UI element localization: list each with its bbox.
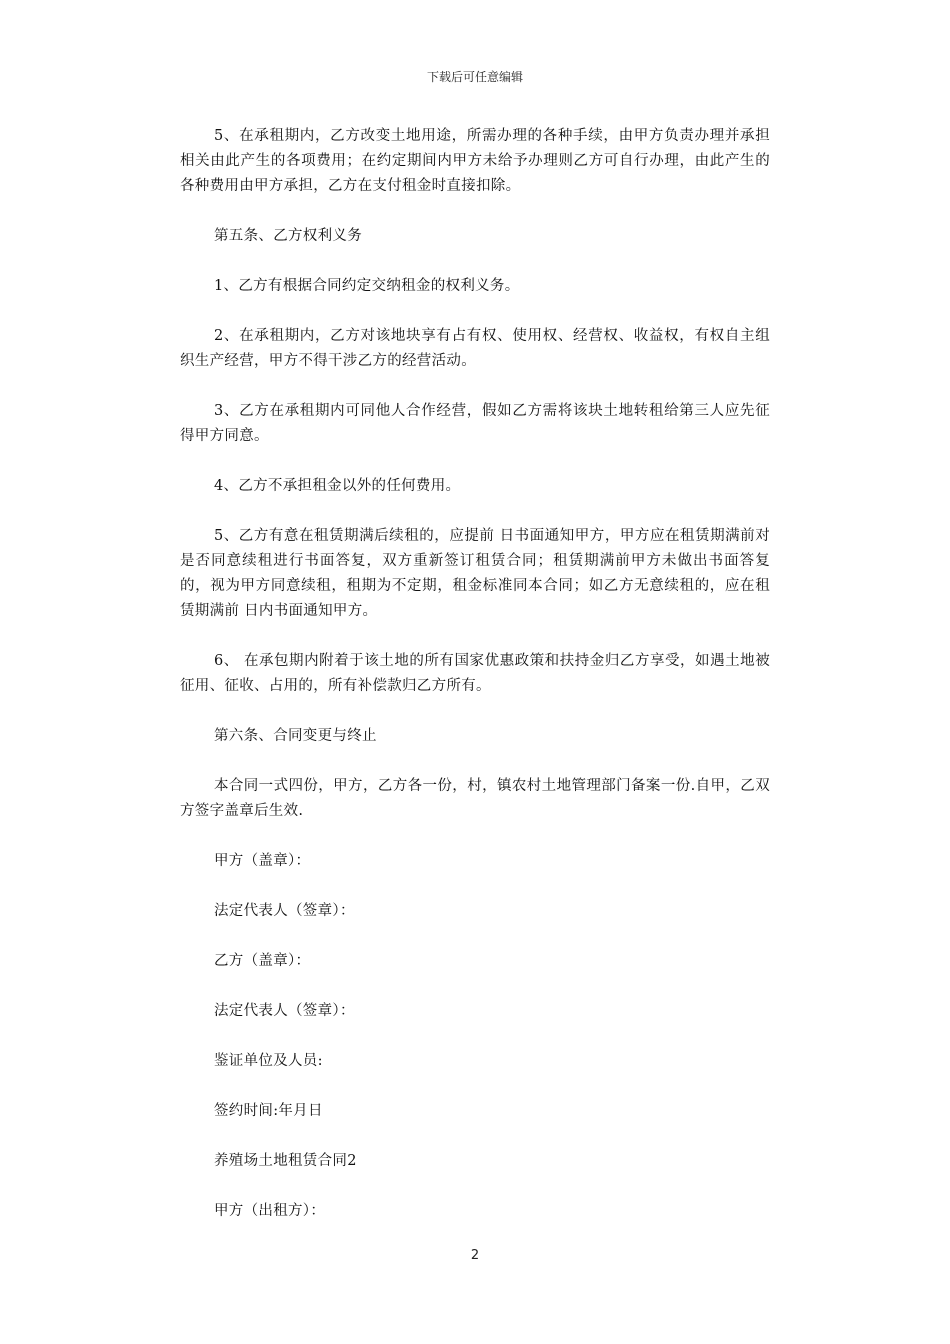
page-header: 下载后可任意编辑: [426, 70, 523, 84]
paragraph-item-1: 1、乙方有根据合同约定交纳租金的权利义务。: [214, 278, 520, 294]
page-number: 2: [470, 1248, 480, 1263]
signature-legal-rep-b: 法定代表人（签章）：: [214, 1003, 355, 1019]
paragraph-copies: 本合同一式四份，甲方，乙方各一份，村，镇农村土地管理部门备案一份.自甲，乙双方签字盖章后生效.: [180, 778, 770, 819]
signature-witness: 鉴证单位及人员:: [214, 1053, 323, 1069]
signature-legal-rep-a: 法定代表人（签章）：: [214, 903, 355, 919]
paragraph-item-5-renewal: 5、乙方有意在租赁期满后续租的，应提前 日书面通知甲方，甲方应在租赁期满前对是否同意续租进行书面答复，双方重新签订租赁合同；租赁期满前甲方未做出书面答复的，视为甲方同意续租，租期为不定期，租金标准同本合同；如乙方无意续租的，应在租赁期满前 日内书面通知甲方。: [180, 528, 770, 619]
section-heading-article-5: 第五条、乙方权利义务: [214, 228, 362, 244]
paragraph-item-3: 3、乙方在承租期内可同他人合作经营，假如乙方需将该块土地转租给第三人应先征得甲方同意。: [180, 403, 770, 444]
section-heading-article-6: 第六条、合同变更与终止: [214, 728, 377, 744]
signature-party-b-seal: 乙方（盖章）：: [214, 953, 311, 969]
signature-party-a-seal: 甲方（盖章）：: [214, 853, 311, 869]
paragraph-item-6-subsidy: 6、 在承包期内附着于该土地的所有国家优惠政策和扶持金归乙方享受，如遇土地被征用、征收、占用的，所有补偿款归乙方所有。: [180, 653, 770, 694]
contract-title-2: 养殖场土地租赁合同2: [214, 1153, 357, 1169]
paragraph-clause-5-land-use: 5、在承租期内，乙方改变土地用途，所需办理的各种手续，由甲方负责办理并承担相关由此产生的各项费用；在约定期间内甲方未给予办理则乙方可自行办理，由此产生的各种费用由甲方承担，乙方在支付租金时直接扣除。: [180, 128, 770, 194]
paragraph-item-2: 2、在承租期内，乙方对该地块享有占有权、使用权、经营权、收益权，有权自主组织生产经营，甲方不得干涉乙方的经营活动。: [180, 328, 770, 369]
document-body: [180, 124, 770, 1249]
party-a-lessor: 甲方（出租方）：: [214, 1203, 326, 1219]
paragraph-item-4: 4、乙方不承担租金以外的任何费用。: [214, 478, 461, 494]
signature-date: 签约时间:年月日: [214, 1103, 323, 1119]
